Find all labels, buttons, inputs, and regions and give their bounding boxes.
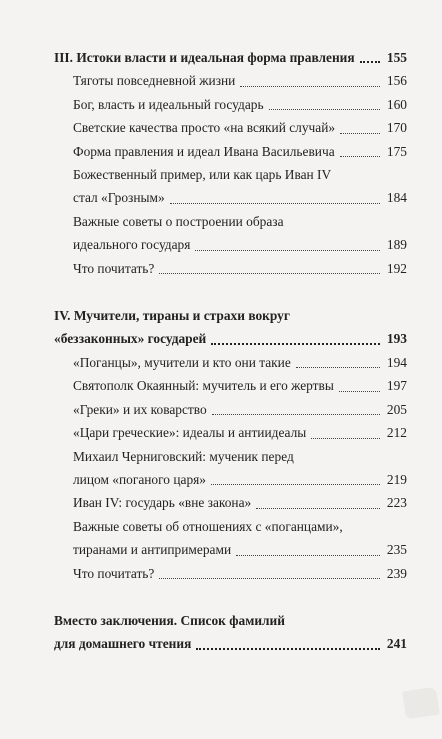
toc-page-number: 155 <box>386 50 407 65</box>
toc-page-number: 156 <box>386 73 407 89</box>
table-of-contents <box>54 46 407 678</box>
dot-leader <box>340 156 380 157</box>
toc-chapter-4-heading[interactable] <box>54 304 407 351</box>
dot-leader <box>256 508 380 509</box>
toc-entry-title-line2: для домашнего чтения <box>54 636 192 652</box>
toc-entry-title-line1: Михаил Черниговский: мученик перед <box>73 448 294 464</box>
toc-entry-title: Что почитать? <box>73 565 155 581</box>
dot-leader <box>159 273 380 274</box>
toc-entry-title: «Цари греческие»: идеалы и антиидеалы <box>73 425 307 441</box>
dot-leader <box>211 343 380 345</box>
dot-leader <box>240 86 380 87</box>
toc-entry-title: Иван IV: государь «вне закона» <box>73 495 252 511</box>
toc-entry[interactable] <box>73 374 407 397</box>
toc-entry-title: Светские качества просто «на всякий случай» <box>73 120 336 136</box>
toc-entry[interactable] <box>73 491 407 514</box>
toc-entry[interactable] <box>73 140 407 163</box>
toc-entry[interactable] <box>73 515 407 562</box>
toc-entry-title: Что почитать? <box>73 260 155 276</box>
dot-leader <box>311 438 380 439</box>
dot-leader <box>196 648 380 650</box>
toc-entry[interactable] <box>73 351 407 374</box>
toc-entry[interactable] <box>73 562 407 585</box>
toc-entry[interactable] <box>73 163 407 210</box>
toc-entry[interactable] <box>73 93 407 116</box>
toc-chapter-3-heading[interactable] <box>54 46 407 69</box>
toc-entry[interactable] <box>73 398 407 421</box>
dot-leader <box>195 250 380 251</box>
toc-entry[interactable] <box>73 116 407 139</box>
toc-page-number: 223 <box>386 495 407 511</box>
toc-entry-title-line2: тиранами и антипримерами <box>73 542 232 558</box>
toc-page-number: 189 <box>386 237 407 253</box>
dot-leader <box>159 578 380 579</box>
toc-entry-title: Бог, власть и идеальный государь <box>73 96 264 112</box>
toc-entry-title: «Греки» и их коварство <box>73 401 207 417</box>
toc-section-3 <box>54 46 407 280</box>
toc-entry[interactable] <box>73 421 407 444</box>
dot-leader <box>296 367 380 368</box>
toc-subentries <box>54 351 407 585</box>
dot-leader <box>170 203 380 204</box>
dot-leader <box>212 414 380 415</box>
toc-entry-title: III. Истоки власти и идеальная форма правления <box>54 50 355 65</box>
toc-page-number: 170 <box>386 120 407 136</box>
toc-page-number: 235 <box>386 542 407 558</box>
toc-entry[interactable] <box>73 210 407 257</box>
toc-entry[interactable] <box>73 257 407 280</box>
toc-entry-title-line1: Важные советы о построении образа <box>73 213 284 229</box>
toc-entry-title-line2: идеального государя <box>73 237 191 253</box>
toc-subentries <box>54 69 407 280</box>
dot-leader <box>211 484 380 485</box>
toc-page-number: 193 <box>386 331 407 347</box>
dot-leader <box>339 391 380 392</box>
toc-entry-title-line1: Важные советы об отношениях с «поганцами», <box>73 518 343 534</box>
toc-entry-title-line2: «беззаконных» государей <box>54 331 207 347</box>
toc-section-4 <box>54 304 407 585</box>
toc-page-number: 241 <box>386 636 407 652</box>
toc-entry-title-line1: Вместо заключения. Список фамилий <box>54 612 285 628</box>
toc-page-number: 219 <box>386 471 407 487</box>
dot-leader <box>340 133 380 134</box>
toc-entry-title: Святополк Окаянный: мучитель и его жертвы <box>73 378 334 394</box>
toc-entry-title: «Поганцы», мучители и кто они такие <box>73 354 291 370</box>
toc-entry-title: Форма правления и идеал Ивана Васильевича <box>73 143 335 159</box>
toc-conclusion <box>54 609 407 656</box>
faint-stamp-mark <box>402 687 440 719</box>
toc-page-number: 192 <box>386 260 407 276</box>
toc-page-number: 239 <box>386 565 407 581</box>
toc-entry-title-line1: IV. Мучители, тираны и страхи вокруг <box>54 308 290 324</box>
toc-entry-title-line2: лицом «поганого царя» <box>73 471 206 487</box>
toc-entry[interactable] <box>73 445 407 492</box>
toc-page-number: 160 <box>386 96 407 112</box>
toc-page-number: 184 <box>386 190 407 206</box>
dot-leader <box>360 61 380 63</box>
toc-entry-title-line1: Божественный пример, или как царь Иван IV <box>73 167 332 183</box>
toc-page-number: 175 <box>386 143 407 159</box>
toc-page-number: 197 <box>386 378 407 394</box>
dot-leader <box>269 109 380 110</box>
toc-page-number: 212 <box>386 425 407 441</box>
toc-entry-title-line2: стал «Грозным» <box>73 190 165 206</box>
toc-conclusion-heading[interactable] <box>54 609 407 656</box>
dot-leader <box>236 555 380 556</box>
toc-page-number: 194 <box>386 354 407 370</box>
toc-page-number: 205 <box>386 401 407 417</box>
toc-entry-title: Тяготы повседневной жизни <box>73 73 236 89</box>
toc-entry[interactable] <box>73 69 407 92</box>
